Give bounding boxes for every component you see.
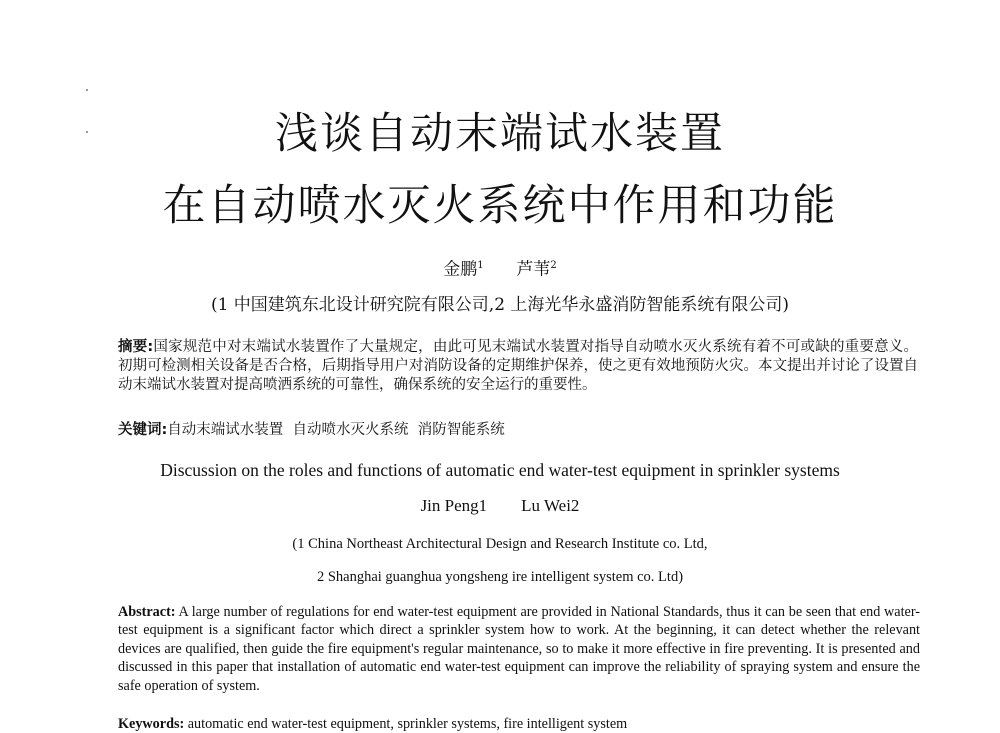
keywords-cn-text: 自动末端试水装置 自动喷水灭火系统 消防智能系统 [167,422,505,438]
abstract-en [118,603,920,695]
abstract-en-label: Abstract: [118,604,176,620]
author-en-1: Jin Peng1 [420,496,488,515]
title-cn-line2: 在自动喷水灭火系统中作用和功能 [162,181,838,231]
scan-speck [86,89,88,91]
abstract-cn-text: 国家规范中对末端试水装置作了大量规定，由此可见末端试水装置对指导自动喷水灭火系统有着不可或缺的重要意义。初期可检测相关设备是否合格，后期指导用户对消防设备的定期维护保养，使之更有效地预防火灾。本文提出并讨论了设置自动末端试水装置对提高喷洒系统的可靠性，确保系统的安全运行的重要性。 [118,339,918,393]
keywords-en-text: automatic end water-test equipment, sprinkler systems, fire intelligent system [187,716,628,732]
abstract-en-text: A large number of regulations for end water-test equipment are provided in National Standards, thus it can be seen that end water-test equipment is a significant factor which direct a sprinkler system how to work. At the beginning, it can detect whether the relevant devices are qualified, then guide the fire equipment's regular maintenance, so to make it more effective in fire preventing. It is presented and discussed in this paper that installation of automatic end water-test equipment can improve the reliability of spraying system and ensure the safe operation of system. [118,604,920,694]
abstract-cn-label: 摘要: [118,339,154,355]
author-cn-2: 芦苇 [516,259,551,280]
keywords-en-label: Keywords: [118,716,185,732]
affiliation-en-line1: (1 China Northeast Architectural Design and Research Institute co. Ltd, [292,536,708,552]
keywords-cn-label: 关键词: [118,422,168,438]
author-en-2: Lu Wei2 [521,496,580,515]
abstract-cn [118,338,918,395]
author-cn-1-sup: 1 [477,260,484,271]
title-en: Discussion on the roles and functions of automatic end water-test equipment in sprinkler systems [160,460,840,480]
affiliation-en-line2: 2 Shanghai guanghua yongsheng ire intelligent system co. Ltd) [316,569,684,585]
author-cn-1: 金鹏 [443,259,478,280]
keywords-en [118,715,920,733]
keywords-cn [118,421,918,440]
authors-cn [0,254,1000,282]
author-cn-2-sup: 2 [550,260,557,271]
title-cn-line1: 浅谈自动末端试水装置 [275,109,725,159]
authors-en [0,494,1000,518]
affiliation-cn: (1 中国建筑东北设计研究院有限公司,2 上海光华永盛消防智能系统有限公司) [210,295,790,315]
